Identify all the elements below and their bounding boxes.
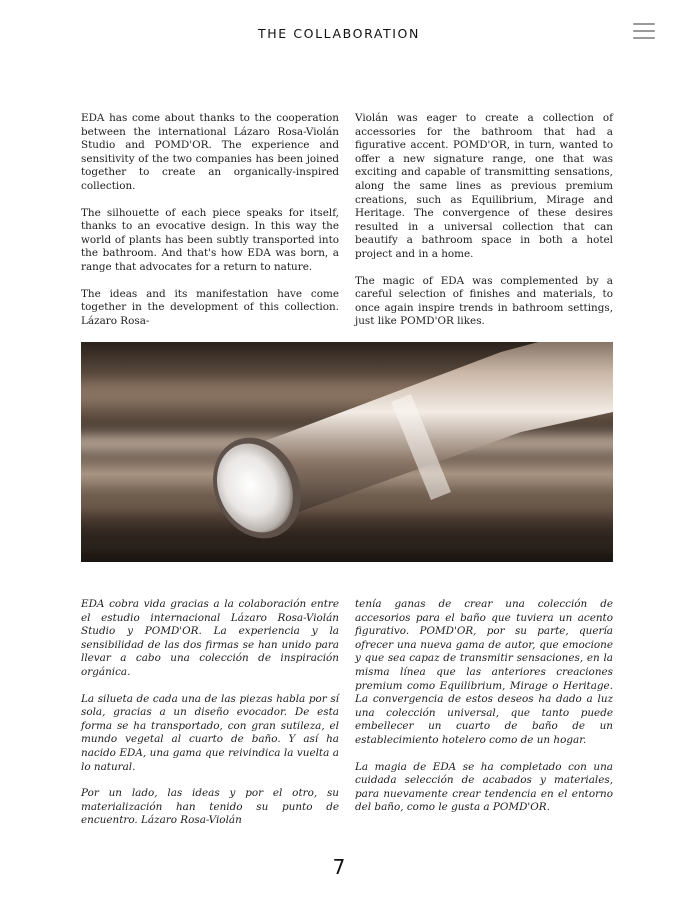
english-text-column-left [81,112,339,341]
page-number: 7 [332,855,346,879]
paragraph: La silueta de cada una de las piezas habla por sí sola, gracias a un diseño evocador. De esta forma se ha transportado, con gran sutileza, el mundo vegetal al cuarto de baño. Y así ha nacido EDA, una gama que reivindica la vuelta a lo natural. [81,692,339,773]
paragraph: EDA cobra vida gracias a la colaboración entre el estudio internacional Lázaro Rosa-Violán Studio y POMD'OR. La experiencia y la sensibilidad de las dos firmas se han unido para llevar a cabo una colección de inspiración orgánica. [81,598,339,678]
english-text-column-right [355,112,613,342]
paragraph: La magia de EDA se ha completado con una cuidada selección de acabados y materiales, para nuevamente crear tendencia en el entorno del baño, como le gusta a POMD'OR. [355,760,613,814]
page-title: THE COLLABORATION [258,26,420,41]
paragraph: Violán was eager to create a collection of accessories for the bathroom that had a figurative accent. POMD'OR, in turn, wanted to offer a new signature range, one that was exciting and capable of transmitting sensations, along the same lines as previous premium creations, such as Equilibrium, Mirage and Heritage. The convergence of these desires resulted in a universal collection that can beautify a bathroom space in both a hotel project and in a home. [355,112,613,260]
paragraph: Por un lado, las ideas y por el otro, su materialización han tenido su punto de encuentro. Lázaro Rosa-Violán [81,787,339,827]
paragraph: The magic of EDA was complemented by a careful selection of finishes and materials, to once again inspire trends in bathroom settings, just like POMD'OR likes. [355,274,613,328]
spanish-text-column-right [355,598,613,828]
paragraph: The ideas and its manifestation have come together in the development of this collection. Lázaro Rosa- [81,287,339,327]
spanish-text-column-left [81,598,339,841]
paragraph: The silhouette of each piece speaks for itself, thanks to an evocative design. In this way the world of plants has been subtly transported into the bathroom. And that's how EDA was born, a range that advocates for a return to nature. [81,206,339,273]
product-photo [81,342,613,562]
paragraph: tenía ganas de crear una colección de accesorios para el baño que tuviera un acento figurativo. POMD'OR, por su parte, quería ofrecer una nueva gama de autor, que emocione y que sea capaz de transmitir sensaciones, en la misma línea que las anteriores creaciones premium como Equilibrium, Mirage o Heritage. La convergencia de estos deseos ha dado a luz una colección universal, que tanto puede embellecer un cuarto de baño de un establecimiento hotelero como de un hogar. [355,598,613,746]
paragraph: EDA has come about thanks to the cooperation between the international Lázaro Rosa-Violán Studio and POMD'OR. The experience and sensitivity of the two companies has been joined together to create an organically-inspired collection. [81,112,339,192]
hamburger-menu-icon[interactable] [633,22,655,40]
